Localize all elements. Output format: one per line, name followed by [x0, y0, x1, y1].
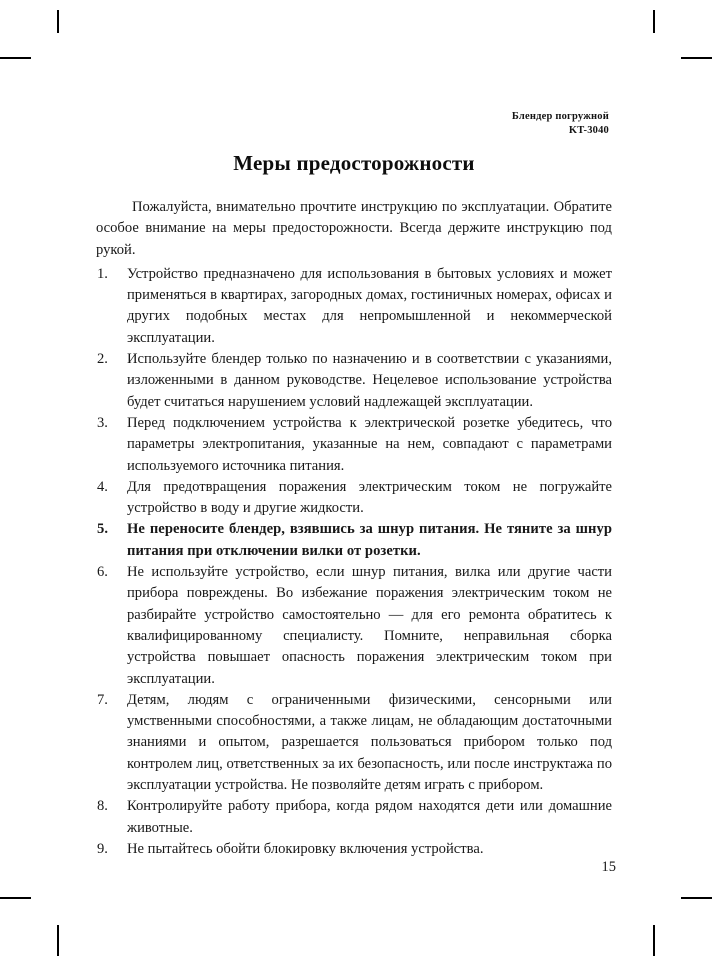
running-head [512, 110, 609, 137]
crop-mark-bottom-left-horizontal [0, 897, 31, 899]
crop-mark-bottom-right-horizontal [681, 897, 712, 899]
list-item: Контролируйте работу прибора, когда рядом находятся дети или домашние животные. [127, 798, 612, 836]
page-number: 15 [601, 859, 616, 875]
list-item: Детям, людям с ограниченными физическими, сенсорными или умственными способностями, а также лицам, не обладающим достаточными знаниями и опытом, разрешается пользоваться прибором только под контролем лиц, ответственных за их безопасность, или после инструктажа по эксплуатации устройства. Не позволяйте детям играть с прибором. [127, 691, 612, 794]
list-item: Устройство предназначено для использования в бытовых условиях и может применяться в квартирах, загородных домах, гостиничных номерах, офисах и других подобных местах для непромышленной и некоммерческой эксплуатации. [127, 265, 612, 346]
page-content [96, 150, 612, 860]
crop-mark-bottom-right-vertical [653, 925, 655, 956]
page-title: Меры предосторожности [233, 151, 475, 175]
safety-rules-list [96, 264, 612, 860]
running-head-model: KT-3040 [568, 124, 609, 136]
crop-mark-bottom-left-vertical [57, 925, 59, 956]
crop-mark-top-right-horizontal [681, 57, 712, 59]
crop-mark-top-right-vertical [653, 10, 655, 33]
list-item: Используйте блендер только по назначению и в соответствии с указаниями, изложенными в данном руководстве. Нецелевое использование устройства будет считаться нарушением условий надлежащей эксплуатации. [127, 351, 612, 410]
list-item: Перед подключением устройства к электрической розетке убедитесь, что параметры электропитания, указанные на нем, совпадают с параметрами используемого источника питания. [127, 414, 612, 474]
list-item: Для предотвращения поражения электрическим током не погружайте устройство в воду и другие жидкости. [127, 478, 612, 517]
crop-mark-top-left-horizontal [0, 57, 31, 59]
list-item: Не используйте устройство, если шнур питания, вилка или другие части прибора повреждены. Во избежание поражения электрическим током не разбирайте устройство самостоятельно — для его ремонта обратитесь к квалифицированному специалисту. Помните, неправильная сборка устройства повышает опасность поражения электрическим током при эксплуатации. [127, 564, 612, 687]
list-item: Не пытайтесь обойти блокировку включения устройства. [127, 840, 484, 857]
list-item: Не переносите блендер, взявшись за шнур питания. Не тяните за шнур питания при отключении вилки от розетки. [127, 521, 612, 559]
crop-mark-top-left-vertical [57, 10, 59, 33]
intro-paragraph: Пожалуйста, внимательно прочтите инструкцию по эксплуатации. Обратите особое внимание на меры предосторожности. Всегда держите инструкцию под рукой. [96, 199, 612, 258]
running-head-product: Блендер погружной [511, 111, 609, 122]
